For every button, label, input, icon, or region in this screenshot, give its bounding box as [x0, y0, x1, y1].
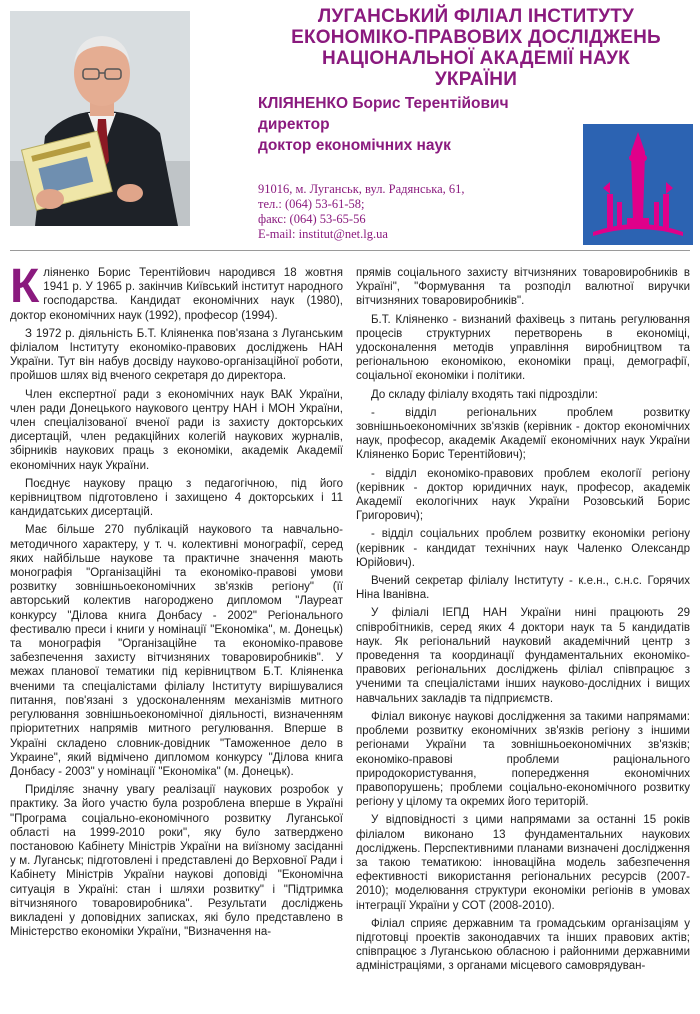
article-paragraph: Має більше 270 публікацій наукового та навчально-методичного характеру, у т. ч. колективні монографії, серед яких найбільше наукове та практичне значення мають монографія "Організаційні та економіко-правові умови розвитку зовнішньоекономічних зв'язків регіону" (її авторський колектив нагороджено дипломом "Лауреат конкурсу "Ділова книга Донбасу - 2002" Регіонального фестивалю преси і книги у номінації "Економіка", м. Донецьк) та монографія "Організаційне та економіко-правове забезпечення захисту вітчизняних товаровиробників". У межах планової тематики під керівництвом Б.Т. Кліяненка вченими та спеціалістами філіалу Інституту вирішувалися питання, пов'язані з удосконаленням механізмів митного регулювання зовнішньоекономічної діяльності, визначенням пріоритетних напрямів митного регулювання. Вперше в Україні складено словник-довідник "Таможенное дело в Украине", який відмічено дипломом конкурсу "Ділова книга Донбасу - 2003" у номінації "Економіка" (м. Донецьк). — [10, 524, 343, 778]
title-line: НАЦІОНАЛЬНОЇ АКАДЕМІЇ НАУК — [322, 48, 630, 69]
article-paragraph: Філіал сприяє державним та громадським організаціям у підготовці проектів законодавчих та інших правових актів; співпрацює з Луганською обласною і районними державними адміністраціями, з органами місцевого самоврядуван- — [356, 917, 690, 973]
article-paragraph: Приділяє значну увагу реалізації наукових розробок у практику. За його участю була розроблена вперше в Україні "Програма соціально-економічного розвитку Луганської області на 1999-2010 роки", яку було затверджено постановою Кабінету Міністрів України на виїзному засіданні у м. Луганськ; підготовлені і представлені до Верховної Ради і Кабінету Міністрів України наукові доповіді "Економічна ситуація в Україні: стан і шляхи розвитку" і "Підтримка вітчизняного товаровиробника". Результати досліджень викладені у доповідних записках, які було представлено в Міністерство економіки України, "Визначення на- — [10, 784, 343, 939]
article-paragraph: - відділ регіональних проблем розвитку зовнішньоекономічних зв'язків (керівник - доктор економічних наук, професор, академік Академії економічних наук України Кліяненко Борис Терентійович); — [356, 406, 690, 462]
director-name: КЛІЯНЕНКО Борис Терентійович — [258, 95, 509, 112]
article-paragraph: До складу філіалу входять такі підрозділи: — [371, 388, 598, 401]
article-paragraph: У філіалі ІЕПД НАН України нині працюють 29 співробітників, серед яких 4 доктори наук та 5 кандидатів наук. Як регіональний науковий академічний центр з проведення та координації фундаментальних економіко-правових регіональних досліджень філіал співпрацює з ученими та спеціалістами інших науково-дослідних і вищих навчальних закладів та підприємств. — [356, 607, 690, 705]
article-paragraph: Філіал виконує наукові дослідження за такими напрямами: проблеми розвитку економічних зв'язків регіону з іншими регіонами України та зовнішньоекономічних зв'язків; економіко-правові проблеми раціонального природокористування, попередження економічних правопорушень; проблеми соціально-економічного розвитку регіону у цілому та окремих його територій. — [356, 710, 690, 809]
article-paragraph: У відповідності з цими напрямами за останні 15 років філіалом виконано 13 фундаментальних наукових досліджень. Перспективними планами визначені дослідження за такою тематикою: інноваційна модель забезпечення ефективності використання регіональних ресурсів (2007-2010); моделювання структури економіки регіонів в умовах інтеграції України у СОТ (2008-2010). — [356, 814, 690, 912]
article-paragraph: З 1972 р. діяльність Б.Т. Кліяненка пов'язана з Луганським філіалом Інституту економіко-правових досліджень НАН України. Тут він набув досвіду науково-організаційної роботи, пройшов шлях від вченого секретаря до директора. — [10, 327, 343, 383]
title-line: УКРАЇНИ — [434, 69, 518, 90]
article-paragraph: Поєднує наукову працю з педагогічною, під його керівництвом підготовлено і захищено 4 докторських і 11 кандидатських дисертацій. — [10, 477, 343, 519]
contact-address: 91016, м. Луганськ, вул. Радянська, 61, — [258, 182, 465, 196]
article-paragraph: Член експертної ради з економічних наук ВАК України, член ради Донецького наукового центру НАН і МОН України, член спеціалізованої вченої ради із захисту докторських дисертацій, член редакційних колегій наукових журналів, збірників наукових праць з економіки, академік Академії економічних наук України. — [10, 388, 343, 472]
director-degree: доктор економічних наук — [258, 137, 451, 154]
institution-title — [262, 6, 690, 90]
article-column-left — [10, 260, 343, 943]
article-paragraph: Б.Т. Кліяненко - визнаний фахівець з питань регулювання процесів структурних перетворень в економіці, удосконалення методів управління виробництвом та регіональною економікою, економіки праці, демографії, соціальної економіки і політики. — [356, 313, 690, 383]
institute-emblem — [583, 124, 693, 245]
portrait-illustration — [10, 11, 190, 226]
portrait-photo — [10, 11, 190, 226]
article-paragraph: прямів соціального захисту вітчизняних товаровиробників в Україні", "Формування та розподіл валютної виручки вітчизняних товаровиробників". — [356, 267, 690, 308]
article-paragraph: - відділ економіко-правових проблем екології регіону (керівник - доктор юридичних наук, професор, академік Академії екологічних наук України Розовський Борис Григорович); — [356, 467, 690, 523]
contact-phone: тел.: (064) 53-61-58; — [258, 197, 365, 211]
paragraph-text: ліяненко Борис Терентійович народився 18 жовтня 1941 р. У 1965 р. закінчив Київський інститут народного господарства. Кандидат економічних наук (1980), доктор економічних наук (1992), професор (1994). — [10, 267, 343, 322]
article-paragraph: Вчений секретар філіалу Інституту - к.е.н., с.н.с. Горячих Ніна Іванівна. — [356, 575, 690, 602]
article-paragraph — [10, 260, 343, 323]
title-line: ЕКОНОМІКО-ПРАВОВИХ ДОСЛІДЖЕНЬ — [291, 27, 661, 48]
contact-fax: факс: (064) 53-65-56 — [258, 212, 366, 226]
drop-cap: К — [10, 260, 40, 313]
director-info — [258, 93, 509, 156]
article-paragraph: - відділ соціальних проблем розвитку економіки регіону (керівник - кандидат технічних наук Чаленко Олександр Юрійович). — [356, 528, 690, 569]
contact-block — [258, 182, 465, 242]
contact-email[interactable]: E-mail: institut@net.lg.ua — [258, 227, 388, 241]
emblem-icon — [583, 124, 693, 245]
title-line: ЛУГАНСЬКИЙ ФІЛІАЛ ІНСТИТУТУ — [317, 6, 635, 27]
director-position: директор — [258, 116, 330, 133]
article-column-right — [356, 266, 690, 978]
header-divider — [10, 250, 690, 251]
